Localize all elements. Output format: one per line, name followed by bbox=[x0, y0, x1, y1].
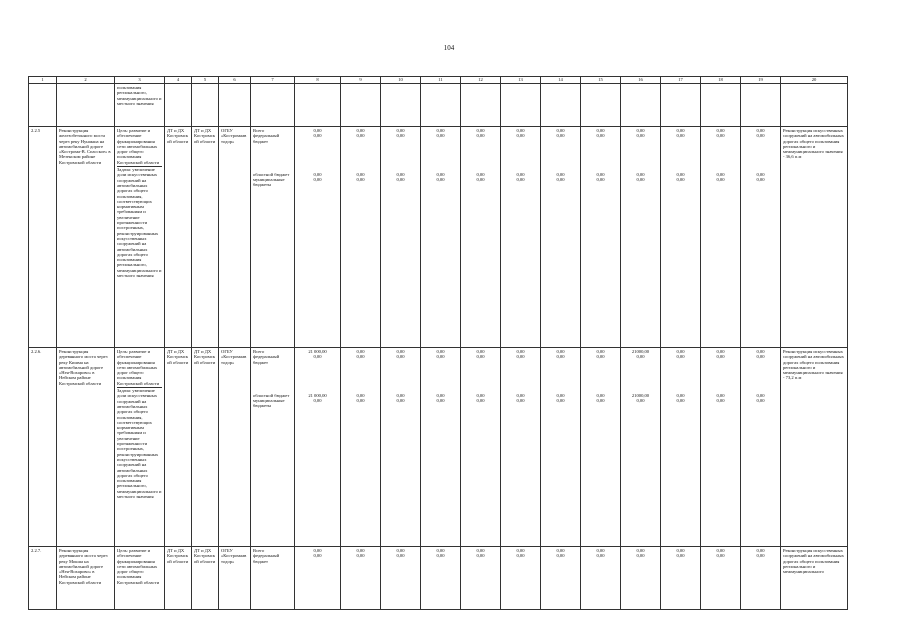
amount-regional: 0,00 bbox=[356, 392, 365, 398]
executor-cell: ОГБУ «Костромаавтодор» bbox=[219, 547, 251, 610]
result-cell: Реконструкция искусственных сооружений на автомобильных дорогах общего пользования регионального и межмуниципального значения - 36,6 п.м bbox=[781, 127, 848, 348]
amount-federal: 0,00 bbox=[356, 354, 365, 360]
amount-cell bbox=[381, 127, 421, 348]
amount-regional: 0,00 bbox=[756, 171, 765, 177]
amount-total: 0,00 bbox=[476, 548, 485, 553]
amount-total: 0,00 bbox=[756, 128, 765, 133]
amount-cell bbox=[621, 348, 661, 547]
amount-federal: 0,00 bbox=[476, 133, 485, 139]
amount-total: 0,00 bbox=[596, 548, 605, 553]
amount-total: 0,00 bbox=[596, 128, 605, 133]
amount-regional: 0,00 bbox=[396, 171, 405, 177]
amount-total: 0,00 bbox=[396, 349, 405, 354]
amount-cell bbox=[701, 127, 741, 348]
amount-cell bbox=[341, 348, 381, 547]
amount-total: 21 000,00 bbox=[308, 349, 327, 354]
funding-label-regional: областной бюджет bbox=[253, 171, 290, 177]
row-id: 2.2.5 bbox=[29, 127, 57, 348]
funding-label-total: Всего bbox=[253, 128, 265, 133]
amount-federal: 0,00 bbox=[396, 553, 405, 559]
amount-federal: 0,00 bbox=[636, 553, 645, 559]
amount-cell bbox=[501, 348, 541, 547]
amount-federal: 0,00 bbox=[676, 553, 685, 559]
column-header: 7 bbox=[251, 77, 295, 84]
column-header: 3 bbox=[115, 77, 165, 84]
executor-cell: ДТ и ДХ Костромской области bbox=[165, 547, 192, 610]
amount-total: 0,00 bbox=[756, 349, 765, 354]
amount-total: 0,00 bbox=[436, 548, 445, 553]
column-header: 12 bbox=[461, 77, 501, 84]
amount-federal: 0,00 bbox=[476, 553, 485, 559]
table-row bbox=[29, 127, 848, 348]
amount-total: 0,00 bbox=[556, 128, 565, 133]
row-name: Реконструкция железобетонного моста через реку Нунакша на автомобильной дороге «Кострома-В. Спасское» в Мезенском районе Костромской области bbox=[57, 127, 115, 348]
amount-federal: 0,00 bbox=[396, 133, 405, 139]
amount-municipal: 0,00 bbox=[676, 397, 685, 403]
amount-municipal: 0,00 bbox=[636, 397, 645, 403]
amount-cell bbox=[421, 547, 461, 610]
funding-labels bbox=[251, 348, 295, 547]
amount-municipal: 0,00 bbox=[556, 176, 565, 182]
funding-labels bbox=[251, 547, 295, 610]
executor-cell: ДТ и ДХ Костромской области bbox=[165, 127, 192, 348]
amount-federal: 0,00 bbox=[716, 133, 725, 139]
amount-regional: 0,00 bbox=[716, 171, 725, 177]
amount-municipal: 0,00 bbox=[396, 397, 405, 403]
funding-label-regional: областной бюджет bbox=[253, 392, 290, 398]
amount-federal: 0,00 bbox=[756, 133, 765, 139]
amount-total: 0,00 bbox=[676, 128, 685, 133]
amount-cell bbox=[341, 127, 381, 348]
column-header: 6 bbox=[219, 77, 251, 84]
amount-cell bbox=[661, 127, 701, 348]
goal-text: Цель: развитие и обеспечение функционирования сети автомобильных дорог общего пользования Костромской области bbox=[117, 548, 160, 585]
funding-label-federal: федеральный бюджет bbox=[253, 133, 280, 144]
amount-municipal: 0,00 bbox=[716, 397, 725, 403]
amount-regional: 0,00 bbox=[676, 392, 685, 398]
amount-total: 0,00 bbox=[516, 548, 525, 553]
result-cell: Реконструкция искусственных сооружений на автомобильных дорогах общего пользования регионального и межмуниципального значения - 73,2 п.м bbox=[781, 348, 848, 547]
amount-federal: 0,00 bbox=[516, 553, 525, 559]
amount-municipal: 0,00 bbox=[596, 176, 605, 182]
column-header: 19 bbox=[741, 77, 781, 84]
funding-label-total: Всего bbox=[253, 349, 265, 354]
row-id: 2.2.7. bbox=[29, 547, 57, 610]
column-header: 16 bbox=[621, 77, 661, 84]
amount-regional: 0,00 bbox=[676, 171, 685, 177]
amount-cell bbox=[341, 547, 381, 610]
column-header: 13 bbox=[501, 77, 541, 84]
goal-task-cell bbox=[115, 348, 165, 547]
amount-federal: 0,00 bbox=[436, 133, 445, 139]
amount-municipal: 0,00 bbox=[596, 397, 605, 403]
amount-federal: 0,00 bbox=[596, 133, 605, 139]
amount-federal: 0,00 bbox=[556, 553, 565, 559]
amount-cell bbox=[621, 127, 661, 348]
column-header: 17 bbox=[661, 77, 701, 84]
amount-total: 0,00 bbox=[313, 128, 322, 133]
amount-cell bbox=[461, 127, 501, 348]
amount-federal: 0,00 bbox=[396, 354, 405, 360]
row-id: 2.2.6. bbox=[29, 348, 57, 547]
amount-federal: 0,00 bbox=[436, 354, 445, 360]
amount-municipal: 0,00 bbox=[756, 176, 765, 182]
task-text: Задача: увеличение доли искусственных сооружений на автомобильных дорогах общего пользования, соответствующих нормативным требованиям и увеличение протяженности построенных, реконструированных искусственных сооружений на автомобильных дорогах общего пользования регионального, межмуниципального и местного значения bbox=[117, 167, 162, 279]
column-header: 10 bbox=[381, 77, 421, 84]
amount-total: 0,00 bbox=[516, 128, 525, 133]
amount-cell bbox=[541, 348, 581, 547]
table-row bbox=[29, 547, 848, 610]
amount-federal: 0,00 bbox=[756, 354, 765, 360]
amount-federal: 0,00 bbox=[516, 133, 525, 139]
amount-regional: 0,00 bbox=[313, 171, 322, 177]
funding-label-municipal: муниципальные бюджеты bbox=[253, 398, 285, 409]
amount-cell bbox=[661, 547, 701, 610]
amount-cell bbox=[381, 547, 421, 610]
amount-federal: 0,00 bbox=[313, 354, 322, 360]
amount-federal: 0,00 bbox=[636, 354, 645, 360]
amount-regional: 0,00 bbox=[516, 392, 525, 398]
amount-federal: 0,00 bbox=[756, 553, 765, 559]
amount-cell bbox=[421, 127, 461, 348]
amount-federal: 0,00 bbox=[516, 354, 525, 360]
amount-total: 0,00 bbox=[636, 548, 645, 553]
amount-total: 0,00 bbox=[756, 548, 765, 553]
header-row bbox=[29, 77, 848, 84]
amount-federal: 0,00 bbox=[436, 553, 445, 559]
amount-federal: 0,00 bbox=[556, 133, 565, 139]
page-number: 104 bbox=[443, 44, 455, 52]
amount-municipal: 0,00 bbox=[436, 397, 445, 403]
column-header: 18 bbox=[701, 77, 741, 84]
executor-cell: ДТ и ДХ Костромской области bbox=[192, 348, 219, 547]
amount-municipal: 0,00 bbox=[313, 176, 322, 182]
column-header: 1 bbox=[29, 77, 57, 84]
continuation-row bbox=[29, 84, 848, 127]
amount-federal: 0,00 bbox=[596, 354, 605, 360]
amount-regional: 0,00 bbox=[476, 171, 485, 177]
amount-municipal: 0,00 bbox=[516, 176, 525, 182]
task-text: Задача: увеличение доли искусственных сооружений на автомобильных дорогах общего пользования, соответствующих нормативным требованиям и увеличение протяженности построенных, реконструированных искусственных сооружений на автомобильных дорогах общего пользования регионального, межмуниципального и местного значения bbox=[117, 388, 162, 500]
amount-total: 0,00 bbox=[476, 349, 485, 354]
column-header: 15 bbox=[581, 77, 621, 84]
amount-federal: 0,00 bbox=[313, 553, 322, 559]
amount-total: 0,00 bbox=[556, 548, 565, 553]
amount-total: 21000,00 bbox=[631, 349, 650, 354]
amount-municipal: 0,00 bbox=[396, 176, 405, 182]
executor-cell: ДТ и ДХ Костромской области bbox=[192, 127, 219, 348]
amount-cell bbox=[741, 127, 781, 348]
amount-cell bbox=[295, 348, 341, 547]
amount-total: 0,00 bbox=[356, 349, 365, 354]
amount-cell bbox=[381, 348, 421, 547]
amount-cell bbox=[461, 547, 501, 610]
amount-municipal: 0,00 bbox=[356, 397, 365, 403]
funding-label-total: Всего bbox=[253, 548, 265, 553]
amount-federal: 0,00 bbox=[476, 354, 485, 360]
amount-cell bbox=[501, 547, 541, 610]
amount-total: 0,00 bbox=[716, 548, 725, 553]
amount-cell bbox=[581, 547, 621, 610]
amount-regional: 0,00 bbox=[396, 392, 405, 398]
funding-labels bbox=[251, 127, 295, 348]
amount-regional: 0,00 bbox=[556, 392, 565, 398]
amount-regional: 0,00 bbox=[476, 392, 485, 398]
amount-regional: 0,00 bbox=[716, 392, 725, 398]
amount-total: 0,00 bbox=[636, 128, 645, 133]
result-cell: Реконструкция искусственных сооружений на автомобильных дорогах общего пользования регионального и межмуниципального bbox=[781, 547, 848, 610]
amount-federal: 0,00 bbox=[716, 354, 725, 360]
amount-federal: 0,00 bbox=[556, 354, 565, 360]
executor-cell: ДТ и ДХ Костромской области bbox=[165, 348, 192, 547]
goal-text: Цель: развитие и обеспечение функционирования сети автомобильных дорог общего пользования Костромской области bbox=[117, 128, 160, 165]
amount-regional: 0,00 bbox=[756, 392, 765, 398]
row-name: Реконструкция деревянного моста через реку Мокша на автомобильной дороге «Нея-Вохарово» в Нейском районе Костромской области bbox=[57, 547, 115, 610]
column-header: 14 bbox=[541, 77, 581, 84]
column-header: 9 bbox=[341, 77, 381, 84]
amount-total: 0,00 bbox=[596, 349, 605, 354]
amount-total: 0,00 bbox=[476, 128, 485, 133]
table-row bbox=[29, 348, 848, 547]
amount-total: 0,00 bbox=[396, 128, 405, 133]
amount-municipal: 0,00 bbox=[313, 397, 322, 403]
amount-municipal: 0,00 bbox=[756, 397, 765, 403]
amount-total: 0,00 bbox=[396, 548, 405, 553]
budget-table bbox=[28, 76, 848, 610]
amount-federal: 0,00 bbox=[636, 133, 645, 139]
column-header: 8 bbox=[295, 77, 341, 84]
amount-total: 0,00 bbox=[436, 128, 445, 133]
executor-cell: ОГБУ «Костромаавтодор» bbox=[219, 127, 251, 348]
executor-cell: ДТ и ДХ Костромской области bbox=[192, 547, 219, 610]
amount-regional: 21 000,00 bbox=[308, 392, 327, 398]
amount-total: 0,00 bbox=[676, 349, 685, 354]
amount-total: 0,00 bbox=[356, 548, 365, 553]
amount-cell bbox=[541, 127, 581, 348]
amount-cell bbox=[295, 547, 341, 610]
column-header: 20 bbox=[781, 77, 848, 84]
column-header: 5 bbox=[192, 77, 219, 84]
amount-total: 0,00 bbox=[356, 128, 365, 133]
amount-total: 0,00 bbox=[313, 548, 322, 553]
executor-cell: ОГБУ «Костромаавтодор» bbox=[219, 348, 251, 547]
amount-regional: 0,00 bbox=[596, 392, 605, 398]
amount-regional: 0,00 bbox=[516, 171, 525, 177]
amount-federal: 0,00 bbox=[716, 553, 725, 559]
amount-municipal: 0,00 bbox=[476, 176, 485, 182]
amount-cell bbox=[461, 348, 501, 547]
amount-federal: 0,00 bbox=[676, 354, 685, 360]
amount-regional: 0,00 bbox=[436, 171, 445, 177]
amount-total: 0,00 bbox=[556, 349, 565, 354]
column-header: 4 bbox=[165, 77, 192, 84]
amount-total: 0,00 bbox=[516, 349, 525, 354]
amount-municipal: 0,00 bbox=[516, 397, 525, 403]
amount-cell bbox=[661, 348, 701, 547]
goal-task-cell bbox=[115, 127, 165, 348]
amount-municipal: 0,00 bbox=[476, 397, 485, 403]
amount-municipal: 0,00 bbox=[436, 176, 445, 182]
amount-municipal: 0,00 bbox=[716, 176, 725, 182]
amount-total: 0,00 bbox=[716, 128, 725, 133]
goal-text: Цель: развитие и обеспечение функционирования сети автомобильных дорог общего пользования Костромской области bbox=[117, 349, 160, 386]
amount-total: 0,00 bbox=[676, 548, 685, 553]
amount-cell bbox=[701, 348, 741, 547]
amount-regional: 0,00 bbox=[556, 171, 565, 177]
amount-regional: 0,00 bbox=[356, 171, 365, 177]
column-header: 11 bbox=[421, 77, 461, 84]
amount-municipal: 0,00 bbox=[556, 397, 565, 403]
amount-regional: 21000,00 bbox=[631, 392, 650, 398]
amount-cell bbox=[421, 348, 461, 547]
amount-municipal: 0,00 bbox=[356, 176, 365, 182]
amount-cell bbox=[541, 547, 581, 610]
funding-label-federal: федеральный бюджет bbox=[253, 354, 280, 365]
amount-total: 0,00 bbox=[716, 349, 725, 354]
amount-federal: 0,00 bbox=[356, 553, 365, 559]
amount-municipal: 0,00 bbox=[636, 176, 645, 182]
amount-regional: 0,00 bbox=[636, 171, 645, 177]
amount-municipal: 0,00 bbox=[676, 176, 685, 182]
amount-cell bbox=[581, 127, 621, 348]
goal-task-cell bbox=[115, 547, 165, 610]
amount-total: 0,00 bbox=[436, 349, 445, 354]
amount-cell bbox=[501, 127, 541, 348]
amount-regional: 0,00 bbox=[436, 392, 445, 398]
amount-cell bbox=[741, 348, 781, 547]
amount-federal: 0,00 bbox=[676, 133, 685, 139]
amount-cell bbox=[621, 547, 661, 610]
column-header: 2 bbox=[57, 77, 115, 84]
amount-federal: 0,00 bbox=[356, 133, 365, 139]
funding-label-federal: федеральный бюджет bbox=[253, 553, 280, 564]
funding-label-municipal: муниципальные бюджеты bbox=[253, 177, 285, 188]
amount-cell bbox=[581, 348, 621, 547]
amount-regional: 0,00 bbox=[596, 171, 605, 177]
amount-cell bbox=[741, 547, 781, 610]
continuation-text: пользования регионального, межмуниципального и местного значения bbox=[115, 84, 165, 127]
amount-federal: 0,00 bbox=[313, 133, 322, 139]
row-name: Реконструкция деревянного моста через реку Кишма на автомобильной дороге «Нея-Вохарово» в Нейском районе Костромской области bbox=[57, 348, 115, 547]
amount-cell bbox=[701, 547, 741, 610]
amount-federal: 0,00 bbox=[596, 553, 605, 559]
amount-cell bbox=[295, 127, 341, 348]
